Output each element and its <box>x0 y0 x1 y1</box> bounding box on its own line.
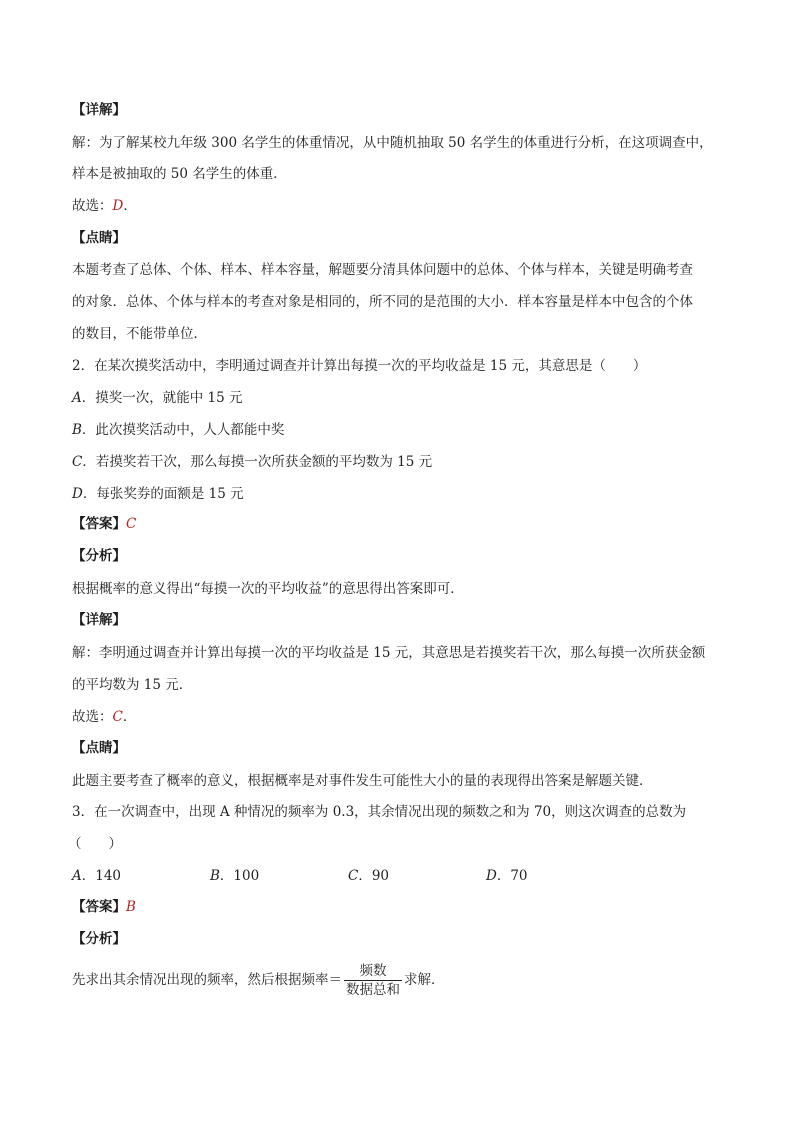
option-c <box>348 866 389 886</box>
comment-line: 此题主要考查了概率的意义，根据概率是对事件发生可能性大小的量的表现得出答案是解题关键． <box>72 773 653 789</box>
choice-prefix: 故选： <box>72 709 113 725</box>
answer-heading: 【答案】 <box>72 899 126 915</box>
choice-suffix: ． <box>123 198 137 214</box>
choice-prefix: 故选： <box>72 198 113 214</box>
analysis-prefix: 先求出其余情况出现的频率，然后根据 <box>72 972 302 988</box>
option-letter: B <box>72 422 82 438</box>
analysis-heading-2: 【分析】 <box>72 548 126 564</box>
option-text: ．70 <box>496 868 528 884</box>
option-text: ．摸奖一次，就能中 15 元 <box>81 390 243 406</box>
option-d <box>72 484 244 504</box>
choice-value: D <box>112 198 124 214</box>
option-a <box>72 388 243 408</box>
choice-line-2 <box>72 707 136 727</box>
question-3-paren: （ ） <box>68 836 122 852</box>
option-b <box>210 866 259 886</box>
option-text: ．若摸奖若干次，那么每摸一次所获金额的平均数为 15 元 <box>82 454 433 470</box>
detail-line: 样本是被抽取的 50 名学生的体重． <box>72 166 287 182</box>
comment-line: 的数目，不能带单位． <box>72 326 207 342</box>
answer-line-3 <box>72 897 136 917</box>
option-letter: C <box>72 454 83 470</box>
detail-line: 的平均数为 15 元． <box>72 677 193 693</box>
option-letter: C <box>348 868 359 884</box>
comment-heading-1: 【点睛】 <box>72 230 126 246</box>
detail-line: 解：为了解某校九年级 300 名学生的体重情况，从中随机抽取 50 名学生的体重进行分析，在这项调查中， <box>72 135 713 151</box>
analysis-suffix: 求解． <box>404 972 445 988</box>
analysis-formula-line <box>72 962 445 999</box>
answer-heading: 【答案】 <box>72 516 126 532</box>
option-letter: D <box>486 868 497 884</box>
formula-lhs: 频率＝ <box>301 972 342 988</box>
choice-line-1 <box>72 196 137 216</box>
answer-line-2 <box>72 514 136 534</box>
option-letter: B <box>210 868 220 884</box>
detail-heading-2: 【详解】 <box>72 612 126 628</box>
comment-line: 本题考查了总体、个体、样本、样本容量，解题要分清具体问题中的总体、个体与样本，关键是明确考查 <box>72 262 693 278</box>
option-text: ．此次摸奖活动中，人人都能中奖 <box>81 422 285 438</box>
option-letter: A <box>72 390 82 406</box>
analysis-heading-3: 【分析】 <box>72 931 126 947</box>
answer-value: B <box>126 899 136 915</box>
comment-line: 的对象．总体、个体与样本的考查对象是相同的，所不同的是范围的大小．样本容量是样本中包含的个体 <box>72 294 693 310</box>
option-letter: A <box>72 868 82 884</box>
option-text: ．100 <box>219 868 260 884</box>
option-letter: D <box>72 486 83 502</box>
detail-heading-1: 【详解】 <box>72 102 126 118</box>
answer-value: C <box>126 516 137 532</box>
question-3-stem: 3．在一次调查中，出现 A 种情况的频率为 0.3，其余情况出现的频数之和为 70，则这次调查的总数为 <box>72 804 687 820</box>
option-a <box>72 866 121 886</box>
analysis-line: 根据概率的意义得出“每摸一次的平均收益”的意思得出答案即可． <box>72 581 464 597</box>
detail-line: 解：李明通过调查并计算出每摸一次的平均收益是 15 元，其意思是若摸奖若干次，那么每摸一次所获金额 <box>72 645 706 661</box>
choice-suffix: ． <box>122 709 137 725</box>
formula-fraction <box>344 962 402 999</box>
comment-heading-2: 【点睛】 <box>72 740 126 756</box>
formula-numerator: 频数 <box>344 962 402 981</box>
option-c <box>72 452 432 472</box>
option-d <box>486 866 528 886</box>
option-text: ．每张奖券的面额是 15 元 <box>82 486 244 502</box>
option-text: ．140 <box>81 868 122 884</box>
option-b <box>72 420 284 440</box>
question-2-stem: 2．在某次摸奖活动中，李明通过调查并计算出每摸一次的平均收益是 15 元，其意思是（ ） <box>72 358 647 374</box>
option-text: ．90 <box>358 868 390 884</box>
choice-value: C <box>112 709 123 725</box>
formula-denominator: 数据总和 <box>346 982 400 998</box>
